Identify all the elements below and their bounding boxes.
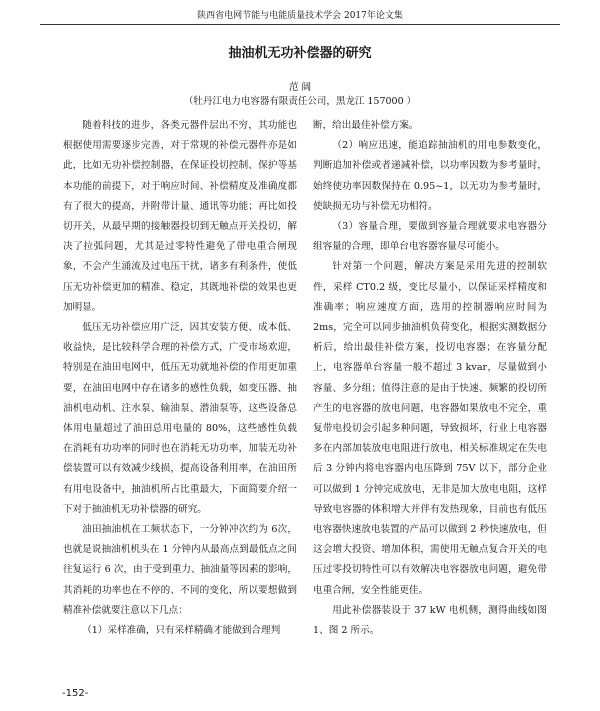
paragraph: （3）容量合理，要做到容量合理就要求电容器分组容量的合理，即单台电容器容量尽可能小。 (313, 221, 547, 253)
paragraph: 用此补偿器装设于 37 kW 电机侧，测得曲线如图 1、图 2 所示。 (313, 604, 547, 637)
author-affiliation: （牡丹江电力电容器有限责任公司，黑龙江 157000 ） (183, 96, 417, 107)
paragraph: （1）采样准确，只有采样精确才能做到合理判 (82, 625, 281, 637)
paragraph: 断，给出最佳补偿方案。 (313, 120, 419, 131)
paragraph: 随着科技的进步，各类元器件层出不穷，其功能也根据使用需要逐步完善，对于常规的补偿元器件亦是如此，比如无功补偿控制器，在保证投切控制、保护等基本功能的前提下，对于响应时间、补偿精度及准确度都有了很大的提高，并附带计量、通讯等功能；再比如投切开关，从最早期的接触器投切到无触点开关投切，解决了拉弧问题，尤其是过零特性避免了带电重合闸现象，不会产生涌流及过电压干扰，诸多有利条件，使低压无功补偿更加的精准、稳定，其既地补偿的效果也更加明显。 (63, 120, 297, 313)
paragraph: 油田抽油机在工频状态下，一分钟冲次约为 6次，也就是说抽油机机头在 1 分钟内从最高点到最低点之间往复运行 6 次，由于受到重力、抽油量等因素的影响，其消耗的功率也在不停的、不同的变化，所以要想做到精准补偿就要注意以下几点： (63, 524, 297, 616)
running-header: 陕西省电网节能与电能质量技术学会 2017年论文集 (40, 10, 560, 25)
paper-title: 抽油机无功补偿器的研究 (228, 46, 372, 61)
page-number: -152- (62, 688, 89, 699)
paragraph: 针对第一个问题，解决方案是采用先进的控制软件，采样 CT0.2 级，变比尽量小，以保证采样精度和准确率；响应速度方面，选用的控制器响应时间为 2ms，完全可以同步抽油机负荷变化，根据实测数据分析后，给出最佳补偿方案，投切电容器；在容量分配上，电容器单台容量一般不超过 3 kvar，尽量做到小容量、多分组；值得注意的是由于快速、频繁的投切所产生的电容器的放电问题，电容器如果放电不完全，重复带电投切会引起多种问题，导致损坏，行业上电容器多在内部加装放电电阻进行放电，相关标准规定在失电后 3 分钟内将电容器内电压降到 75V 以下，部分企业可以做到 1 分钟完成放电，无非是加大放电电阻，这样导致电容器的体积增大并伴有发热现象，目前也有低压电容器快速放电装置的产品可以做到 2 秒快速放电，但这会增大投资、增加体积，需使用无触点复合开关的电压过零投切特性可以有效解决电容器放电问题，避免带电重合闸，安全性能更佳。 (313, 261, 547, 596)
left-column (63, 116, 297, 641)
paragraph: 低压无功补偿应用广泛，因其安装方便、成本低、收益快，是比较科学合理的补偿方式，广受市场欢迎，特别是在油田电网中，低压无功就地补偿的作用更加重要，在油田电网中存在诸多的感性负载，如变压器、抽油机电动机、注水泵、输油泵、潜油泵等，这些设备总体用电量超过了油田总用电量的 80%，这些感性负载在消耗有功功率的同时也在消耗无功功率，加装无功补偿装置可以有效减少线损，提高设备利用率，在油田所有用电设备中，抽油机所占比重最大，下面简要介绍一下对于抽油机无功补偿器的研究。 (63, 322, 297, 515)
paragraph: （2）响应迅速，能追踪抽油机的用电参数变化，判断追加补偿或者递减补偿，以功率因数为参考量时，始终使功率因数保持在 0.95~1，以无功为参考量时，使缺损无功与补偿无功相符。 (313, 140, 547, 212)
author-name: 范 阔 (288, 82, 312, 93)
right-column (313, 116, 547, 641)
